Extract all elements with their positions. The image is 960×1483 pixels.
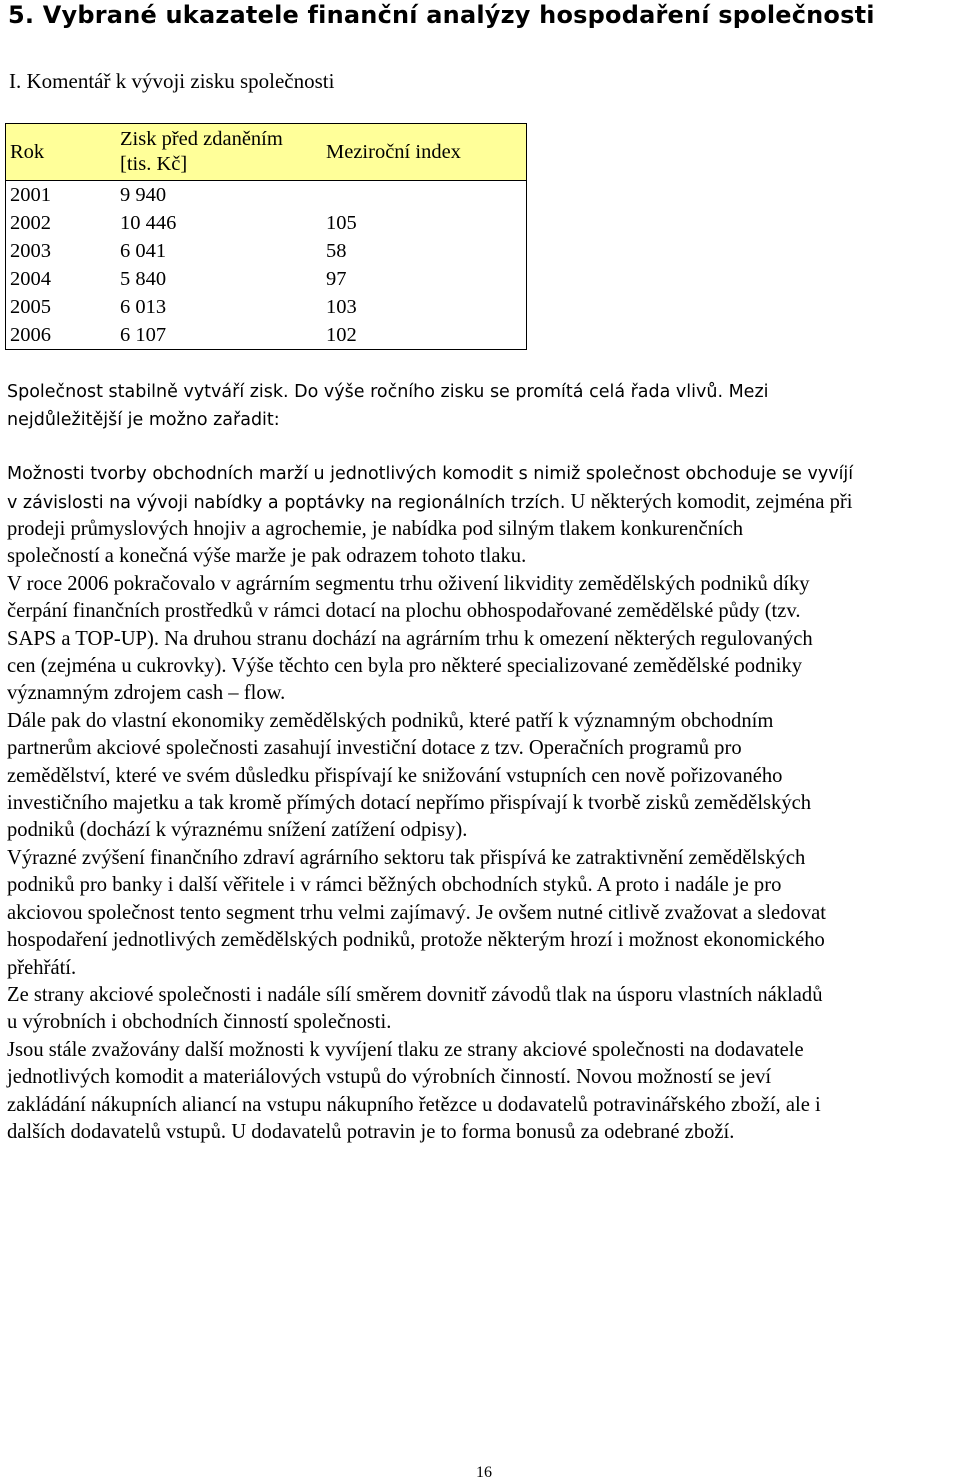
body-line: jednotlivých komodit a materiálových vstupů do výrobních činností. Novou možností se jeví	[7, 1066, 772, 1089]
body-text	[7, 516, 955, 1146]
header-profit-line1: Zisk před zdaněním	[120, 128, 283, 150]
intro-paragraph	[7, 379, 952, 434]
cell-index	[322, 181, 527, 210]
body-line: společností a konečná výše marže je pak odrazem tohoto tlaku.	[7, 545, 527, 568]
body-line: Jsou stále zvažovány další možnosti k vyvíjení tlaku ze strany akciové společnosti na dodavatele	[7, 1038, 804, 1061]
table-row	[6, 181, 527, 210]
header-index: Meziroční index	[322, 124, 527, 181]
cell-year: 2001	[6, 181, 117, 210]
body-line: Výrazné zvýšení finančního zdraví agrárního sektoru tak přispívá ke zatraktivnění zemědělských	[7, 846, 806, 869]
cell-profit: 10 446	[120, 212, 177, 234]
cell-index: 97	[322, 265, 527, 293]
cell-year: 2004	[6, 265, 117, 293]
body-line: investičního majetku a tak kromě přímých dotací nepřímo přispívají k tvorbě zisků zemědělských	[7, 792, 812, 815]
body-line: prodeji průmyslových hnojiv a agrochemie, je nabídka pod silným tlakem konkurenčních	[7, 518, 744, 540]
body-line: V roce 2006 pokračovalo v agrárním segmentu trhu oživení likvidity zemědělských podniků díky	[7, 572, 810, 595]
cell-year: 2002	[6, 209, 117, 237]
intro-line: Společnost stabilně vytváří zisk. Do výše ročního zisku se promítá celá řada vlivů. Mezi	[7, 382, 769, 402]
table-row	[6, 321, 527, 350]
table-header-row	[6, 124, 527, 181]
body-line: čerpání finančních prostředků v rámci dotací na plochu obhospodařované zemědělské půdy (tzv.	[7, 600, 801, 623]
body-line: hospodaření jednotlivých zemědělských podniků, protože některým hrozí i možnost ekonomického	[7, 929, 825, 952]
body-line: podniků (dochází k výraznému snížení zatížení odpisy).	[7, 819, 468, 842]
header-profit-line2: [tis. Kč]	[120, 153, 188, 175]
table-row	[6, 265, 527, 293]
cell-year: 2003	[6, 237, 117, 265]
body-line: významným zdrojem cash – flow.	[7, 682, 286, 705]
intro-line: nejdůležitější je možno zařadit:	[7, 409, 280, 430]
body-line: přehřátí.	[7, 956, 77, 979]
margins-paragraph	[7, 461, 952, 517]
page-number: 16	[476, 1464, 492, 1481]
body-line: Ze strany akciové společnosti i nadále sílí směrem dovnitř závodů tlak na úsporu vlastních nákladů	[7, 983, 823, 1006]
section-heading: I. Komentář k vývoji zisku společnosti	[9, 69, 335, 93]
page-title: 5. Vybrané ukazatele finanční analýzy hospodaření společnosti	[8, 1, 875, 29]
cell-year: 2005	[6, 293, 117, 321]
cell-profit: 5 840	[120, 268, 167, 290]
cell-index: 102	[322, 321, 527, 350]
profit-table	[5, 123, 527, 350]
body-line: partnerům akciové společnosti zasahují investiční dotace z tzv. Operačních programů pro	[7, 737, 742, 760]
table-row	[6, 209, 527, 237]
margins-line: v závislosti na vývoji nabídky a poptávky na regionálních trzích.	[7, 492, 566, 513]
cell-profit: 9 940	[120, 184, 167, 206]
body-line: Dále pak do vlastní ekonomiky zemědělských podniků, které patří k významným obchodním	[7, 709, 774, 732]
body-line: podniků pro banky i další věřitele i v rámci běžných obchodních styků. A proto i nadále je pro	[7, 874, 782, 897]
margins-line: Možnosti tvorby obchodních marží u jednotlivých komodit s nimiž společnost obchoduje se vyvíjí	[7, 464, 854, 484]
body-line: zakládání nákupních aliancí na vstupu nákupního řetězce u dodavatelů potravinářského zboží, ale i	[7, 1093, 821, 1116]
body-line: zemědělství, které ve svém důsledku přispívají ke snižování vstupních cen nově pořizovaného	[7, 764, 783, 787]
table-row	[6, 293, 527, 321]
header-year: Rok	[6, 124, 117, 181]
body-line: SAPS a TOP-UP). Na druhou stranu dochází na agrárním trhu k omezení některých regulovaných	[7, 627, 813, 650]
header-profit	[116, 124, 322, 181]
table-row	[6, 237, 527, 265]
cell-profit: 6 041	[120, 240, 167, 262]
cell-profit: 6 107	[116, 321, 322, 350]
cell-year: 2006	[6, 321, 117, 350]
cell-index: 103	[322, 293, 527, 321]
body-line: dalších dodavatelů vstupů. U dodavatelů potravin je to forma bonusů za odebrané zboží.	[7, 1120, 735, 1143]
cell-index: 58	[322, 237, 527, 265]
cell-index: 105	[322, 209, 527, 237]
body-line: U některých komodit, zejména při	[565, 490, 853, 513]
body-line: cen (zejména u cukrovky). Výše těchto cen byla pro některé specializované zemědělské podniky	[7, 655, 803, 678]
cell-profit: 6 013	[120, 296, 167, 318]
body-line: u výrobních i obchodních činností společnosti.	[7, 1011, 392, 1034]
body-line: akciovou společnost tento segment trhu velmi zajímavý. Je ovšem nutné citlivě zvažovat a sledovat	[7, 901, 826, 924]
